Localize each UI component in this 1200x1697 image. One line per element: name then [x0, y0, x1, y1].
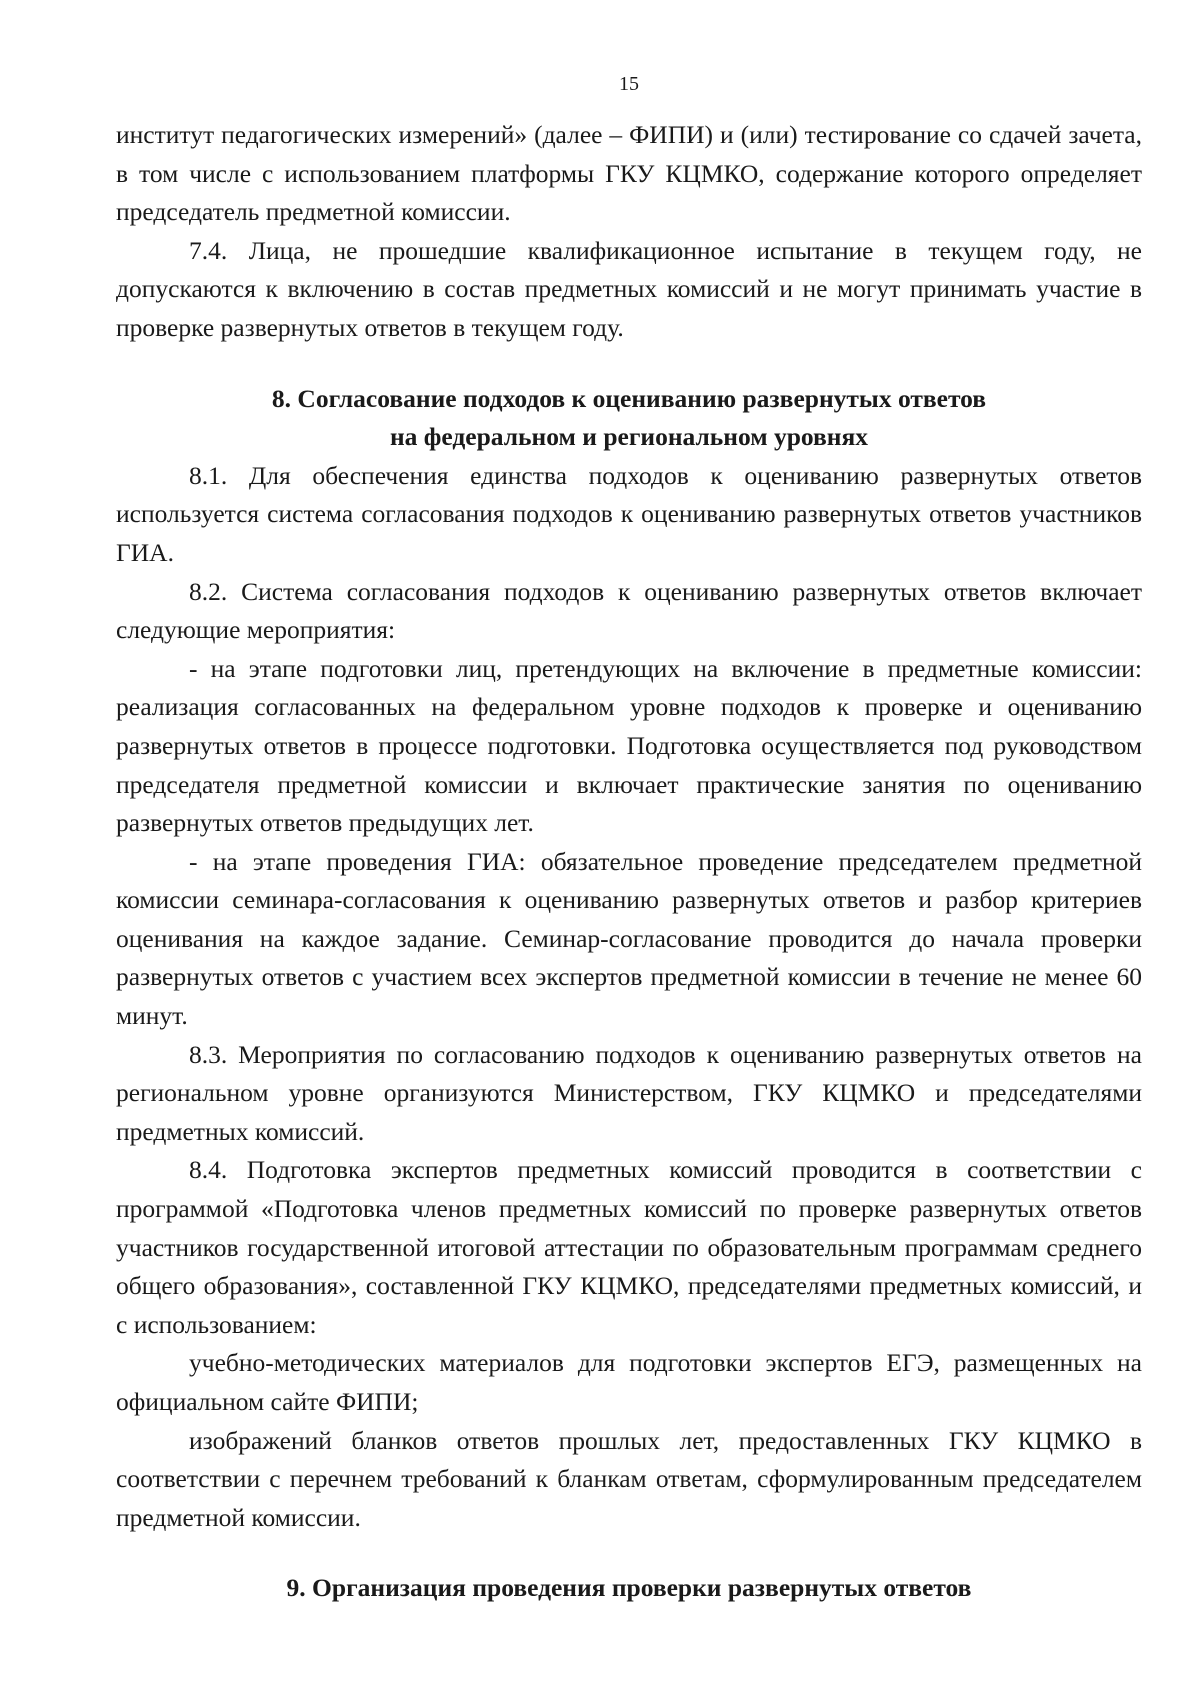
paragraph-8-1: 8.1. Для обеспечения единства подходов к оцениванию развернутых ответов используется система согласования подходов к оцениванию развернутых ответов участников ГИА. [116, 460, 1142, 567]
paragraph-8-2: 8.2. Система согласования подходов к оцениванию развернутых ответов включает следующие мероприятия: [116, 576, 1142, 645]
page-number: 15 [619, 73, 639, 95]
section-spacer [116, 1537, 1142, 1569]
list-item-gia-stage: - на этапе проведения ГИА: обязательное проведение председателем предметной комиссии семинара-согласования к оцениванию развернутых ответов и разбор критериев оценивания на каждое задание. Семинар-согласование проводится до начала проверки развернутых ответов с участием всех экспертов предметной комиссии в течение не менее 60 минут. [116, 846, 1142, 1031]
paragraph-8-3: 8.3. Мероприятия по согласованию подходов к оцениванию развернутых ответов на региональном уровне организуются Министерством, ГКУ КЦМКО и председателями предметных комиссий. [116, 1039, 1142, 1146]
section-8-heading-line-2: на федеральном и региональном уровнях [389, 422, 869, 452]
section-spacer [116, 348, 1142, 380]
list-item-answer-forms: изображений бланков ответов прошлых лет, предоставленных ГКУ КЦМКО в соответствии с перечнем требований к бланкам ответам, сформулированным председателем предметной комиссии. [116, 1425, 1142, 1532]
section-9-heading: 9. Организация проведения проверки развернутых ответов [286, 1573, 972, 1603]
document-body [116, 116, 1142, 1608]
list-item-preparation-stage: - на этапе подготовки лиц, претендующих на включение в предметные комиссии: реализация согласованных на федеральном уровне подходов к проверке и оцениванию развернутых ответов в процессе подготовки. Подготовка осуществляется под руководством председателя предметной комиссии и включает практические занятия по оцениванию развернутых ответов предыдущих лет. [116, 653, 1142, 838]
paragraph-8-4: 8.4. Подготовка экспертов предметных комиссий проводится в соответствии с программой «Подготовка членов предметных комиссий по проверке развернутых ответов участников государственной итоговой аттестации по образовательным программам среднего общего образования», составленной ГКУ КЦМКО, председателями предметных комиссий, и с использованием: [116, 1155, 1142, 1339]
paragraph-7-4: 7.4. Лица, не прошедшие квалификационное испытание в текущем году, не допускаются к включению в состав предметных комиссий и не могут принимать участие в проверке развернутых ответов в текущем году. [116, 235, 1142, 342]
paragraph-continuation: институт педагогических измерений» (далее – ФИПИ) и (или) тестирование со сдачей зачета, в том числе с использованием платформы ГКУ КЦМКО, содержание которого определяет председатель предметной комиссии. [116, 120, 1142, 227]
document-page [116, 0, 1142, 1697]
list-item-fipi-materials: учебно-методических материалов для подготовки экспертов ЕГЭ, размещенных на официальном сайте ФИПИ; [116, 1348, 1142, 1416]
section-8-heading-line-1: 8. Согласование подходов к оцениванию развернутых ответов [271, 383, 987, 413]
